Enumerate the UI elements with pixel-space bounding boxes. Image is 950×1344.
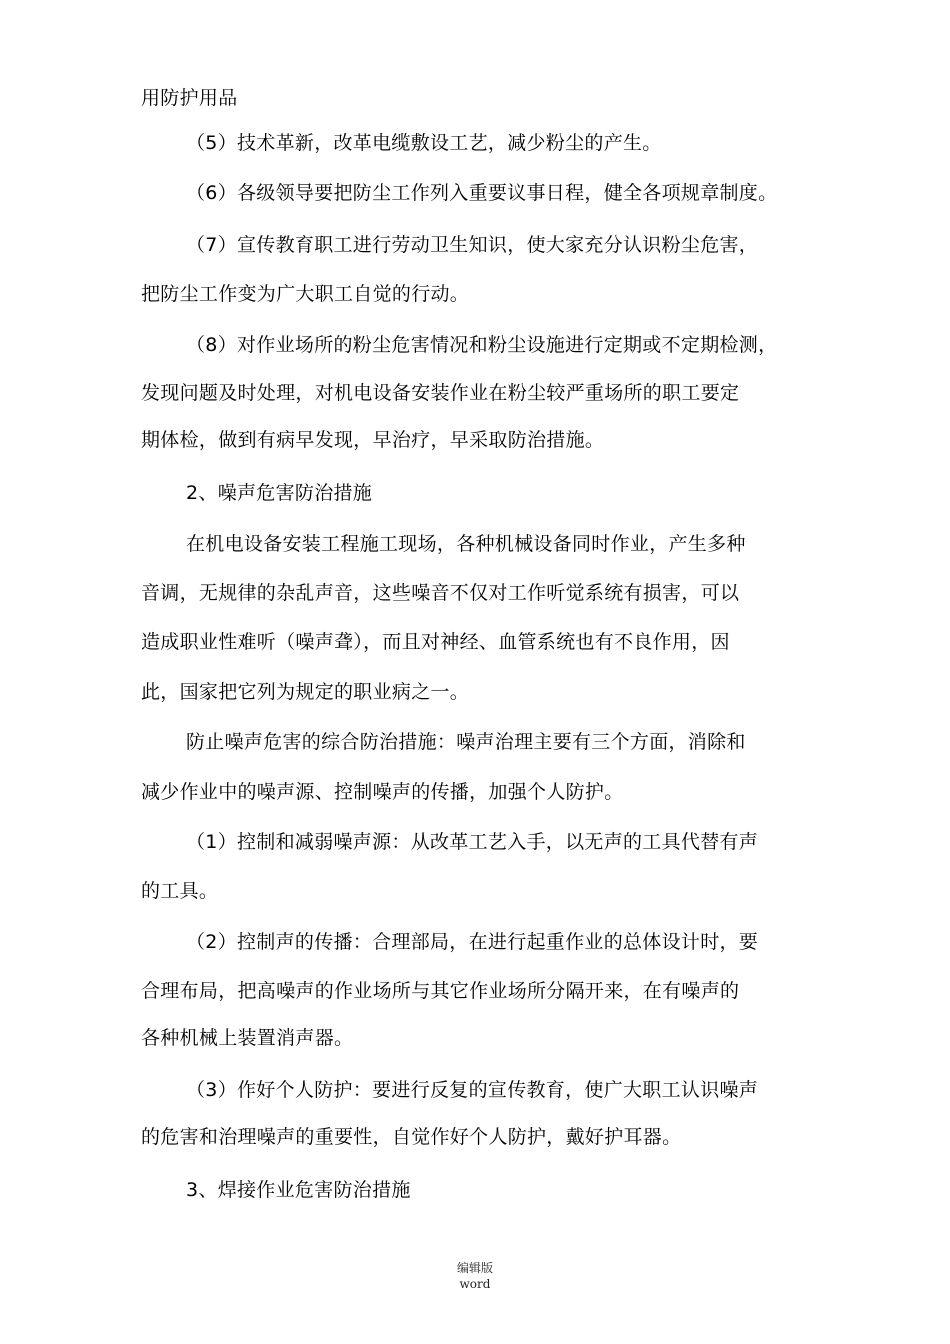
text-line: 期体检，做到有病早发现，早治疗，早采取防治措施。	[141, 429, 605, 451]
text-line: 的工具。	[141, 880, 219, 902]
text-line: 防止噪声危害的综合防治措施：噪声治理主要有三个方面，消除和	[186, 731, 746, 753]
text-line: 音调，无规律的杂乱声音，这些噪音不仅对工作听觉系统有损害，可以	[141, 582, 740, 604]
text-line: 造成职业性难听（噪声聋），而且对神经、血管系统也有不良作用，因	[141, 631, 730, 653]
text-line: （3）作好个人防护：要进行反复的宣传教育，使广大职工认识噪声	[186, 1079, 759, 1101]
footer-label: 编辑版	[456, 1261, 493, 1275]
text-line: 发现问题及时处理，对机电设备安装作业在粉尘较严重场所的职工要定	[141, 382, 740, 404]
section-heading-welding: 3、焊接作业危害防治措施	[186, 1179, 411, 1201]
text-line: （2）控制声的传播：合理部局，在进行起重作业的总体设计时，要	[186, 931, 759, 953]
text-line: 的危害和治理噪声的重要性，自觉作好个人防护，戴好护耳器。	[141, 1126, 682, 1148]
text-line: （7）宣传教育职工进行劳动卫生知识，使大家充分认识粉尘危害，	[186, 234, 759, 256]
text-line: 把防尘工作变为广大职工自觉的行动。	[141, 283, 470, 305]
text-line: （6）各级领导要把防尘工作列入重要议事日程，健全各项规章制度。	[186, 182, 778, 204]
text-line: （5）技术革新，改革电缆敷设工艺，减少粉尘的产生。	[186, 132, 662, 154]
text-line: 用防护用品	[141, 87, 238, 109]
text-line: （1）控制和减弱噪声源：从改革工艺入手，以无声的工具代替有声	[186, 831, 759, 853]
text-line: 在机电设备安装工程施工现场，各种机械设备同时作业，产生多种	[186, 533, 746, 555]
text-line: （8）对作业场所的粉尘危害情况和粉尘设施进行定期或不定期检测，	[186, 334, 778, 356]
text-line: 合理布局，把高噪声的作业场所与其它作业场所分隔开来，在有噪声的	[141, 980, 740, 1002]
footer-word: word	[459, 1277, 491, 1291]
text-line: 各种机械上装置消声器。	[141, 1027, 354, 1049]
text-line: 此，国家把它列为规定的职业病之一。	[141, 681, 470, 703]
text-line: 减少作业中的噪声源、控制噪声的传播，加强个人防护。	[141, 781, 624, 803]
section-heading-noise: 2、噪声危害防治措施	[186, 482, 373, 504]
